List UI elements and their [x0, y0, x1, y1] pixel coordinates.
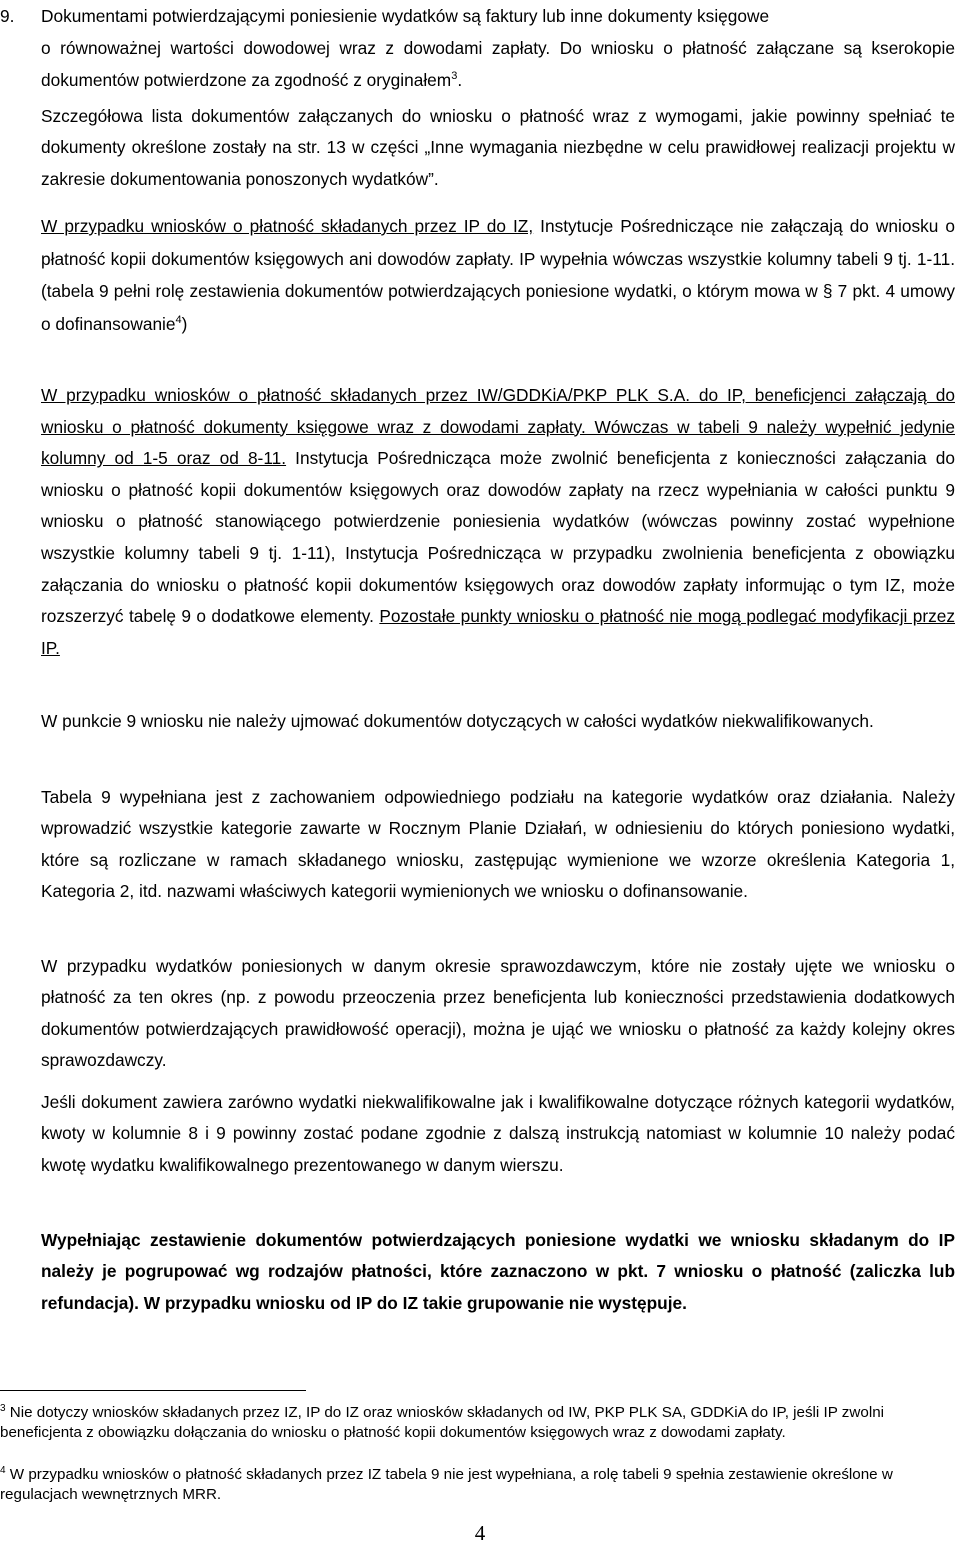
- item-9-first-line: Dokumentami potwierdzającymi poniesienie wydatków są faktury lub inne dokumenty księgowe: [41, 6, 770, 26]
- item-9-end: .: [457, 70, 463, 90]
- footnote-ref-4: 4: [175, 313, 182, 326]
- paragraph-jesli-dokument: Jeśli dokument zawiera zarówno wydatki niekwalifikowalne jak i kwalifikowalne dotyczące różnych kategorii wydatków, kwoty w kolumnie 8 i 9 powinny zostać podane zgodnie z dalszą instrukcją natomiast w kolumnie 10 należy podać kwotę wydatku kwalifikowalnego prezentowanego w danym wierszu.: [41, 1092, 955, 1175]
- footnote-ref-3: 3: [451, 70, 458, 83]
- item-9-continuation: [0, 32, 955, 96]
- paragraph-okres-sprawozdawczy: W przypadku wydatków poniesionych w danym okresie sprawozdawczym, które nie zostały ujęte we wniosku o płatność za ten okres (np. z powodu przeoczenia przez beneficjenta lub konieczności przedstawienia dodatkowych dokumentów potwierdzających prawidłowość operacji), można je ująć we wniosku o płatność za każdy kolejny okres sprawozdawczy.: [41, 956, 955, 1070]
- paragraph-bold-zestawienie: Wypełniając zestawienie dokumentów potwierdzających poniesione wydatki we wniosku składanym do IP należy je pogrupować wg rodzajów płatności, które zaznaczono w pkt. 7 wniosku o płatność (zaliczka lub refundacja). W przypadku wniosku od IP do IZ takie grupowanie nie występuje.: [41, 1230, 955, 1313]
- underlined-text: W przypadku wniosków o płatność składanych przez IW/GDDKiA/PKP PLK S.A. do IP, beneficjenci załączają do wniosku o płatność dokumenty księgowe wraz z dowodami zapłaty. Wówczas w tabeli 9 należy wypełnić jedynie kolumny od 1-5 oraz od 8-11.: [41, 385, 955, 469]
- footnote-text: Nie dotyczy wniosków składanych przez IZ, IP do IZ oraz wniosków składanych od IW, PKP PLK SA, GDDKiA do IP, jeśli IP zwolni beneficjenta z obowiązku dołączania do wniosku o płatność kopii dokumentów księgowych wraz z dowodami zapłaty.: [0, 1404, 885, 1441]
- item-9: [0, 0, 955, 96]
- footnote-number: 3: [0, 1402, 6, 1414]
- footnote-4: [0, 1465, 955, 1504]
- footnote-number: 4: [0, 1464, 6, 1476]
- underlined-text-end: Pozostałe punkty wniosku o płatność nie mogą podlegać modyfikacji przez IP.: [41, 606, 956, 658]
- footnote-text: W przypadku wniosków o płatność składanych przez IZ tabela 9 nie jest wypełniana, a rolę tabeli 9 spełnia zestawienie określone w regulacjach wewnętrznych MRR.: [0, 1466, 893, 1503]
- paragraph-punkt-9: W punkcie 9 wniosku nie należy ujmować dokumentów dotyczących w całości wydatków niekwalifikowanych.: [41, 711, 874, 731]
- paragraph-text: Instytucja Pośrednicząca może zwolnić beneficjenta z konieczności załączania do wniosku o płatność kopii dokumentów księgowych oraz dowodów zapłaty na rzecz wypełniania w całości punktu 9 wniosku o płatność stanowiącego potwierdzenie poniesienia wydatków (wówczas powinny zostać wypełnione wszystkie kolumny tabeli 9 tj. 1-11), Instytucja Pośrednicząca w przypadku zwolnienia beneficjenta z obowiązku załączania do wniosku o płatność kopii dokumentów księgowych oraz dowodów zapłaty informując o tym IZ, może rozszerzyć tabelę 9 o dodatkowe elementy.: [41, 448, 955, 627]
- paragraph-wnioski-ip-do-iz: [41, 210, 955, 340]
- paragraph-szczegolowa-lista: Szczegółowa lista dokumentów załączanych do wniosku o płatność wraz z wymogami, jakie powinny spełniać te dokumenty określone zostały na str. 13 w części „Inne wymagania niezbędne w celu prawidłowej realizacji projektu w zakresie dokumentowania ponoszonych wydatków”.: [41, 106, 955, 189]
- page-number: 4: [474, 1521, 486, 1545]
- paragraph-wnioski-gddkia: [41, 380, 955, 664]
- underlined-text: W przypadku wniosków o płatność składanych przez IP do IZ,: [41, 216, 534, 236]
- item-9-text: o równoważnej wartości dowodowej wraz z dowodami zapłaty. Do wniosku o płatność załączane są kserokopie dokumentów potwierdzone za zgodność z oryginałem: [41, 38, 955, 90]
- paragraph-tabela-9: Tabela 9 wypełniana jest z zachowaniem odpowiedniego podziału na kategorie wydatków oraz działania. Należy wprowadzić wszystkie kategorie zawarte w Rocznym Planie Działań, w odniesieniu do których poniesiono wydatki, które są rozliczane w ramach składanego wniosku, zastępując wymienione we wzorze określenia Kategoria 1, Kategoria 2, itd. nazwami właściwych kategorii wymienionych we wniosku o dofinansowanie.: [41, 787, 955, 901]
- footnote-3: [0, 1403, 955, 1442]
- item-9-number: 9.: [0, 6, 15, 26]
- paragraph-end: ): [181, 313, 188, 334]
- footnote-separator: [0, 1390, 306, 1391]
- paragraph-text: Instytucje Pośredniczące nie załączają do wniosku o płatność kopii dokumentów księgowych ani dowodów zapłaty. IP wypełnia wówczas wszystkie kolumny tabeli 9 tj. 1-11. (tabela 9 pełni rolę zestawienia dokumentów potwierdzających poniesione wydatki, o którym mowa w § 7 pkt. 4 umowy o dofinansowanie: [41, 216, 955, 334]
